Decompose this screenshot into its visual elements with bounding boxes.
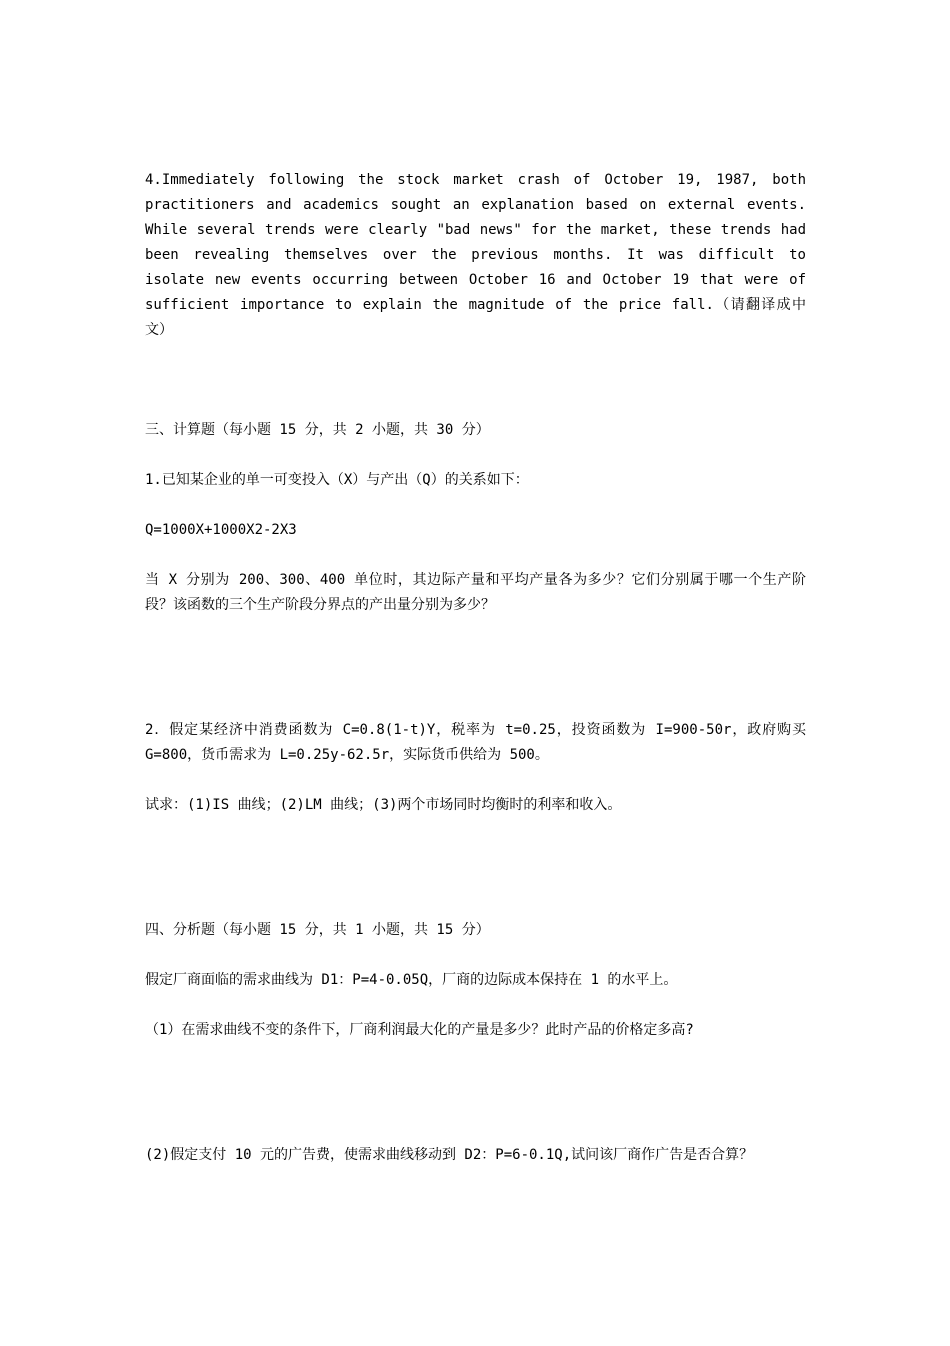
translation-question-4: 4.Immediately following the stock market crash of October 19, 1987, both practitioners and academics sought an explanation based on external events. While several trends were clearly "bad news" for the market, these trends had been revealing themselves over the previous months. It was difficult to isolate new events occurring between October 16 and October 19 that were of sufficient importance to explain the magnitude of the price fall.（请翻译成中文） xyxy=(145,172,807,338)
analysis-question-intro: 假定厂商面临的需求曲线为 D1：P=4-0.05Q，厂商的边际成本保持在 1 的水平上。 xyxy=(145,972,678,988)
calc-question-2-ask: 试求：(1)IS 曲线；(2)LM 曲线；(3)两个市场同时均衡时的利率和收入。 xyxy=(145,797,622,813)
calc-question-2-text: 2．假定某经济中消费函数为 C=0.8(1-t)Y，税率为 t=0.25，投资函数为 I=900-50r，政府购买 G=800，货币需求为 L=0.25y-62.5r，实际货币供给为 500。 xyxy=(145,722,806,763)
calc-question-1-formula: Q=1000X+1000X2-2X3 xyxy=(145,522,297,538)
section-3-heading: 三、计算题（每小题 15 分，共 2 小题，共 30 分） xyxy=(145,422,490,438)
calc-question-1-text: 当 X 分别为 200、300、400 单位时，其边际产量和平均产量各为多少？它们分别属于哪一个生产阶段？该函数的三个生产阶段分界点的产出量分别为多少？ xyxy=(145,572,806,613)
analysis-question-part-1: （1）在需求曲线不变的条件下，厂商利润最大化的产量是多少？此时产品的价格定多高? xyxy=(145,1022,694,1038)
calc-question-1-intro: 1.已知某企业的单一可变投入（X）与产出（Q）的关系如下： xyxy=(145,472,529,488)
analysis-question-part-2: (2)假定支付 10 元的广告费，使需求曲线移动到 D2：P=6-0.1Q,试问该厂商作广告是否合算？ xyxy=(145,1147,754,1163)
section-4-heading: 四、分析题（每小题 15 分，共 1 小题，共 15 分） xyxy=(145,922,490,938)
